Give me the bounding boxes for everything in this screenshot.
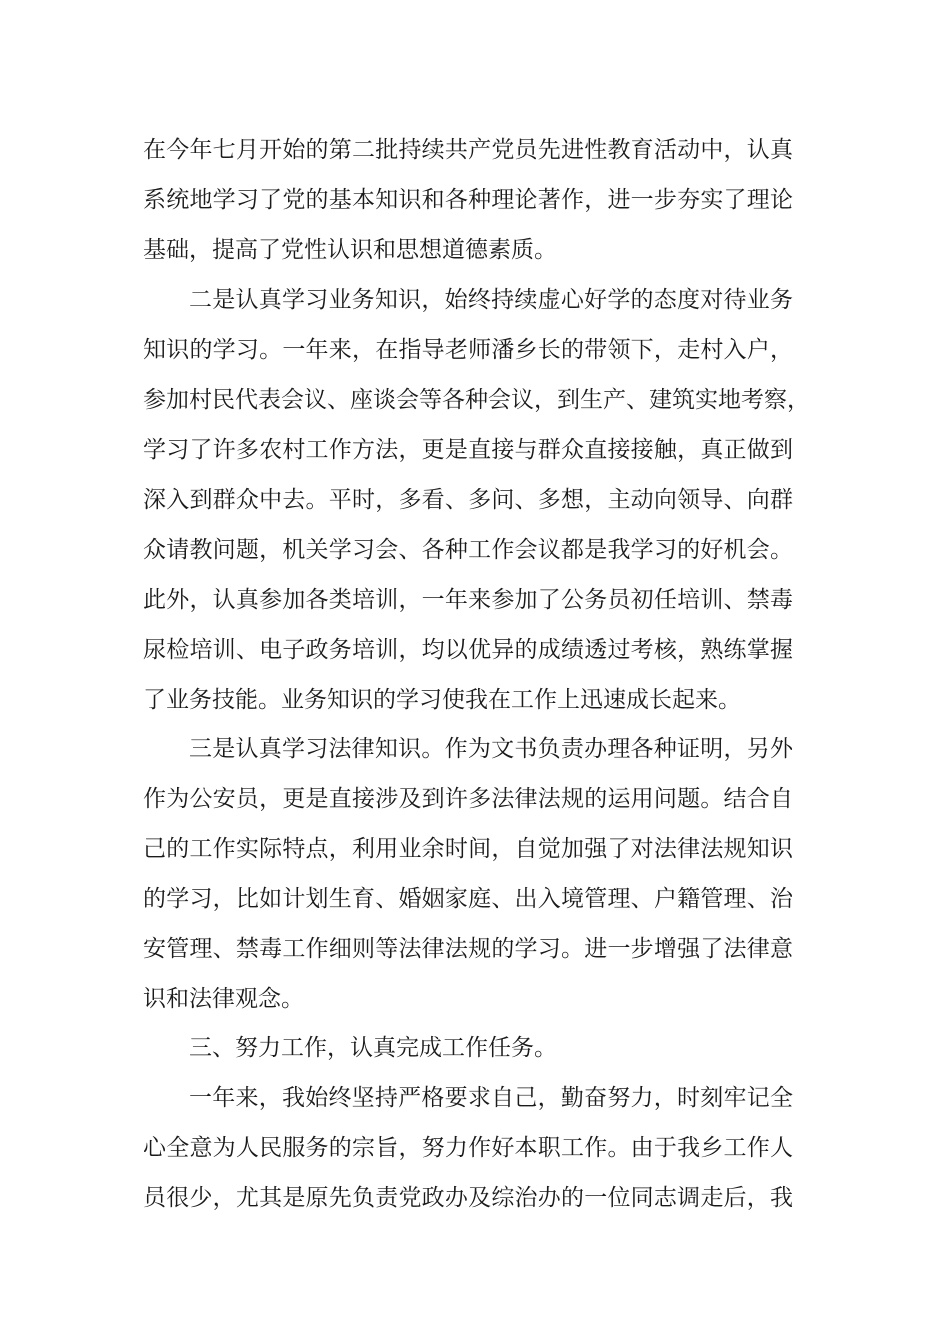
text-line: 学习了许多农村工作方法，更是直接与群众直接接触，真正做到 bbox=[143, 437, 793, 463]
text-line: 参加村民代表会议、座谈会等各种会议，到生产、建筑实地考察， bbox=[143, 387, 810, 413]
text-line: 心全意为人民服务的宗旨，努力作好本职工作。由于我乡工作人 bbox=[143, 1135, 793, 1161]
text-line: 在今年七月开始的第二批持续共产党员先进性教育活动中，认真 bbox=[143, 137, 793, 163]
text-line: 己的工作实际特点，利用业余时间，自觉加强了对法律法规知识 bbox=[143, 836, 793, 862]
text-line: 众请教问题，机关学习会、各种工作会议都是我学习的好机会。 bbox=[143, 537, 793, 563]
section-heading: 三、努力工作，认真完成工作任务。 bbox=[189, 1035, 557, 1061]
text-line: 尿检培训、电子政务培训，均以优异的成绩透过考核，熟练掌握 bbox=[143, 637, 793, 663]
paragraph-first-line: 一年来，我始终坚持严格要求自己，勤奋努力，时刻牢记全 bbox=[189, 1085, 793, 1111]
paragraph-first-line: 三是认真学习法律知识。作为文书负责办理各种证明，另外 bbox=[189, 736, 793, 762]
text-line: 深入到群众中去。平时，多看、多问、多想，主动向领导、向群 bbox=[143, 487, 793, 513]
text-line: 作为公安员，更是直接涉及到许多法律法规的运用问题。结合自 bbox=[143, 786, 793, 812]
text-line: 识和法律观念。 bbox=[143, 986, 304, 1012]
text-line: 了业务技能。业务知识的学习使我在工作上迅速成长起来。 bbox=[143, 687, 741, 713]
text-line: 系统地学习了党的基本知识和各种理论著作，进一步夯实了理论 bbox=[143, 187, 793, 213]
text-line: 安管理、禁毒工作细则等法律法规的学习。进一步增强了法律意 bbox=[143, 936, 793, 962]
text-line: 知识的学习。一年来，在指导老师潘乡长的带领下，走村入户， bbox=[143, 337, 793, 363]
text-line: 基础，提高了党性认识和思想道德素质。 bbox=[143, 237, 557, 263]
paragraph-first-line: 二是认真学习业务知识，始终持续虚心好学的态度对待业务 bbox=[189, 287, 793, 313]
text-line: 的学习，比如计划生育、婚姻家庭、出入境管理、户籍管理、治 bbox=[143, 886, 793, 912]
text-line: 此外，认真参加各类培训，一年来参加了公务员初任培训、禁毒 bbox=[143, 587, 793, 613]
text-line: 员很少，尤其是原先负责党政办及综治办的一位同志调走后，我 bbox=[143, 1185, 793, 1211]
